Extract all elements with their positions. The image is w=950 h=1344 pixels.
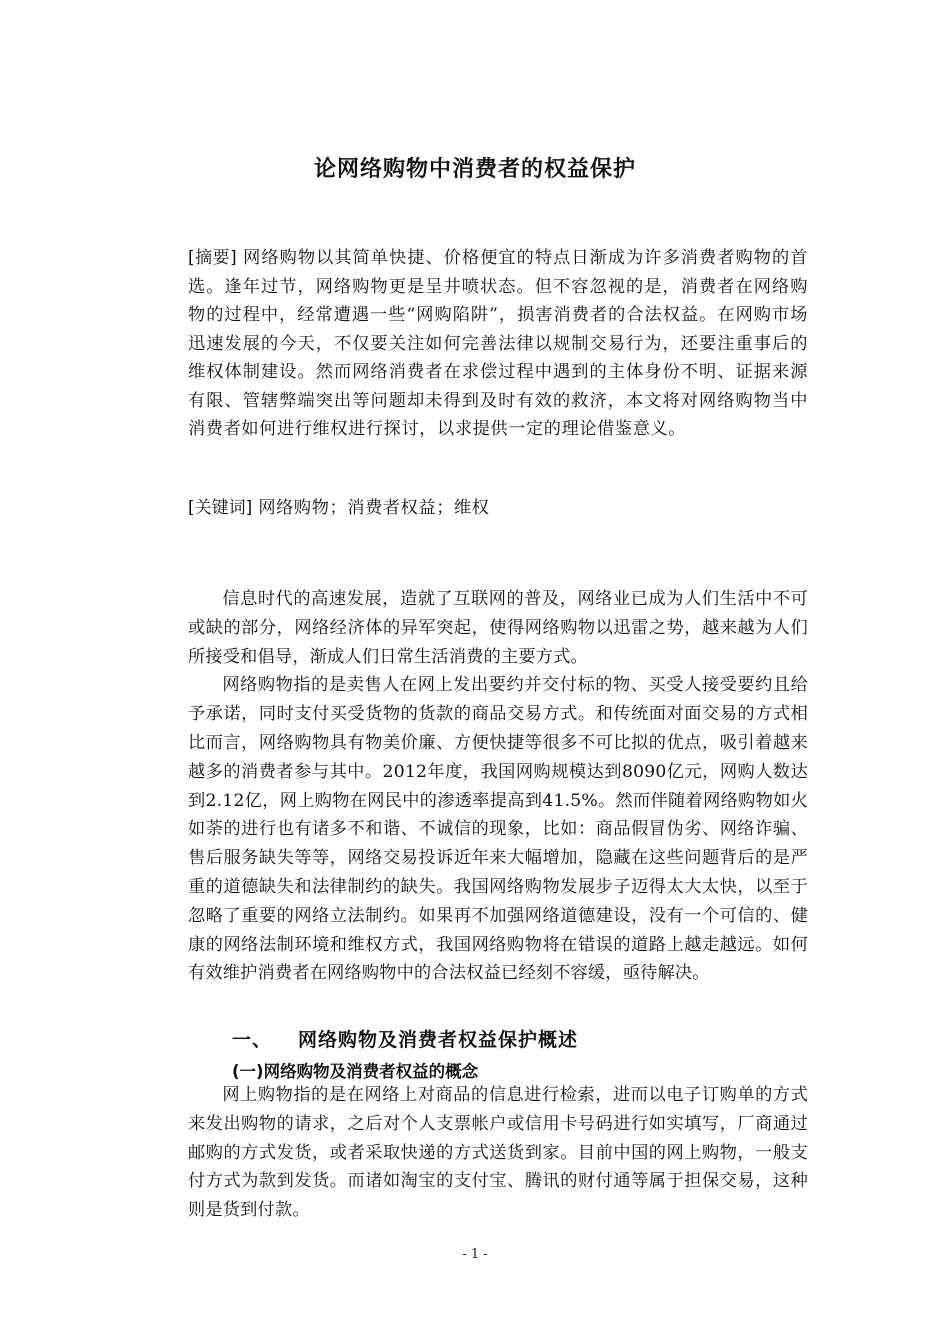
paragraph: 网络购物指的是卖售人在网上发出要约并交付标的物、买受人接受要约且给予承诺，同时支付买受货物的货款的商品交易方式。和传统面对面交易的方式相比而言，网络购物具有物美价廉、方便快捷等很多不可比拟的优点，吸引着越来越多的消费者参与其中。2012年度，我国网购规模达到8090亿元，网购人数达到2.12亿，网上购物在网民中的渗透率提高到41.5%。然而伴随着网络购物如火如荼的进行也有诸多不和谐、不诚信的现象，比如：商品假冒伪劣、网络诈骗、售后服务缺失等等，网络交易投诉近年来大幅增加，隐藏在这些问题背后的是严重的道德缺失和法律制约的缺失。我国网络购物发展步子迈得太大太快，以至于忽略了重要的网络立法制约。如果再不加强网络道德建设，没有一个可信的、健康的网络法制环境和维权方式，我国网络购物将在错误的道路上越走越远。如何有效维护消费者在网络购物中的合法权益已经刻不容缓，亟待解决。 bbox=[188, 675, 808, 984]
abstract-label: [摘要] bbox=[188, 248, 237, 268]
subsection-heading: (一)网络购物及消费者权益的概念 bbox=[232, 1062, 479, 1081]
page-number: - 1 - bbox=[462, 1247, 488, 1262]
keywords-label: [关键词] bbox=[188, 498, 253, 518]
abstract-text: 网络购物以其简单快捷、价格便宜的特点日渐成为许多消费者购物的首选。逢年过节，网络购物更是呈井喷状态。但不容忽视的是，消费者在网络购物的过程中，经常遭遇一些“网购陷阱”，损害消费者的合法权益。在网购市场迅速发展的今天，不仅要关注如何完善法律以规制交易行为，还要注重事后的维权体制建设。然而网络消费者在求偿过程中遇到的主体身份不明、证据来源有限、管辖弊端突出等问题却未得到及时有效的救济，本文将对网络购物当中消费者如何进行维权进行探讨，以求提供一定的理论借鉴意义。 bbox=[188, 248, 808, 439]
paragraph: 网上购物指的是在网络上对商品的信息进行检索，进而以电子订购单的方式来发出购物的请求，之后对个人支票帐户或信用卡号码进行如实填写，厂商通过邮购的方式发货，或者采取快递的方式送货到家。目前中国的网上购物，一般支付方式为款到发货。而诸如淘宝的支付宝、腾讯的财付通等属于担保交易，这种则是货到付款。 bbox=[188, 1085, 808, 1221]
intro-section bbox=[188, 585, 808, 988]
section-title: 网络购物及消费者权益保护概述 bbox=[298, 1029, 579, 1051]
section-body bbox=[188, 1081, 808, 1225]
abstract bbox=[188, 244, 808, 444]
keywords-text: 网络购物；消费者权益；维权 bbox=[258, 498, 490, 518]
paragraph: 信息时代的高速发展，造就了互联网的普及，网络业已成为人们生活中不可或缺的部分，网络经济体的异军突起，使得网络购物以迅雷之势，越来越为人们所接受和倡导，渐成人们日常生活消费的主要方式。 bbox=[188, 589, 808, 667]
document-title: 论网络购物中消费者的权益保护 bbox=[313, 157, 636, 182]
keywords bbox=[188, 494, 808, 522]
section-heading bbox=[232, 1025, 578, 1052]
section-number: 一、 bbox=[232, 1029, 273, 1051]
